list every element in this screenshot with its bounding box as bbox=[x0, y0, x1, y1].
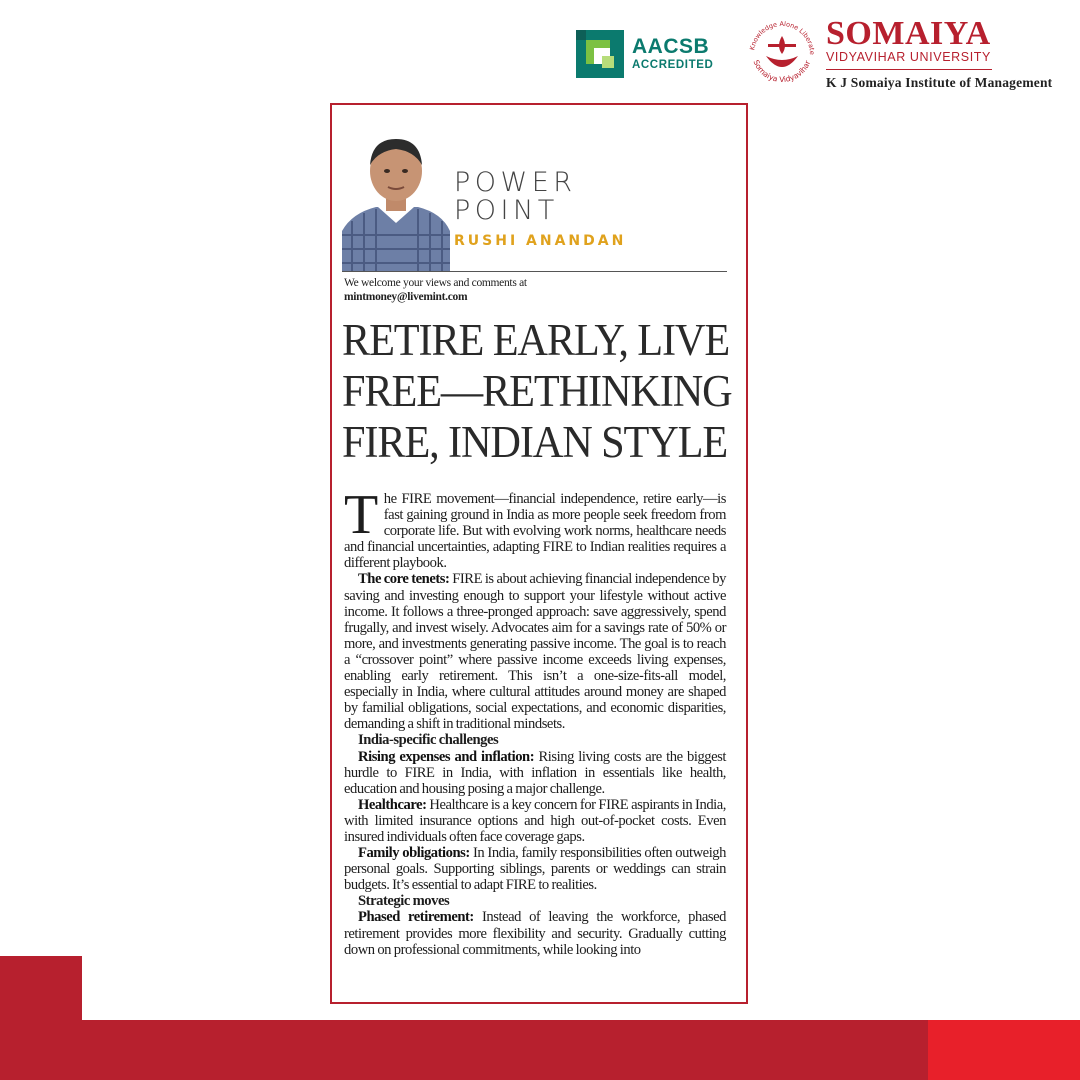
welcome-text: We welcome your views and comments at bbox=[344, 277, 527, 289]
paragraph-label: Healthcare: bbox=[358, 796, 427, 813]
paragraph-core-tenets bbox=[344, 571, 726, 732]
article-clipping bbox=[330, 103, 748, 1004]
university-divider bbox=[826, 69, 992, 70]
intro-paragraph bbox=[344, 484, 726, 572]
article-content bbox=[342, 105, 732, 1002]
paragraph-phased bbox=[344, 909, 726, 957]
paragraph-inflation bbox=[344, 749, 726, 797]
somaiya-seal-icon bbox=[744, 14, 820, 90]
decor-red-bar bbox=[82, 1020, 928, 1080]
article-body bbox=[344, 484, 726, 958]
university-name: SOMAIYA bbox=[826, 15, 991, 52]
author-photo bbox=[342, 131, 450, 271]
paragraph-text: In India, family responsibilities often outweigh personal goals. Supporting siblings, parents or weddings can strain budgets. It’s essential to adapt FIRE to realities. bbox=[344, 845, 726, 894]
svg-text:Somaiya Vidyavihar: Somaiya Vidyavihar bbox=[751, 58, 813, 85]
drop-cap: T bbox=[344, 484, 378, 546]
headline-line: RETIRE EARLY, LIVE bbox=[342, 315, 730, 365]
paragraph-text: Healthcare is a key concern for FIRE aspirants in India, with limited insurance options and high out-of-pocket costs. Even insured individuals often face coverage gaps. bbox=[344, 796, 726, 845]
contact-email: mintmoney@livemint.com bbox=[344, 291, 468, 303]
subheading: Strategic moves bbox=[358, 893, 450, 910]
aacsb-wordmark bbox=[632, 36, 713, 72]
decor-red-bar-accent bbox=[928, 1020, 1080, 1080]
column-title-line2: POINT bbox=[454, 195, 559, 226]
paragraph-text: Rising living costs are the biggest hurdle to FIRE in India, with inflation in essentials like health, education and housing posing a major challenge. bbox=[344, 748, 726, 797]
paragraph-text: Instead of leaving the workforce, phased retirement provides more flexibility and security. Gradually cutting down on professional commitments, while looking into bbox=[344, 909, 726, 958]
decor-red-square bbox=[0, 956, 82, 1080]
paragraph-label: The core tenets: bbox=[358, 571, 450, 588]
headline-line: FIRE, INDIAN STYLE bbox=[342, 417, 728, 467]
aacsb-logo bbox=[574, 28, 724, 80]
author-name: RUSHI ANANDAN bbox=[454, 233, 627, 249]
headline bbox=[342, 315, 732, 468]
aacsb-status: ACCREDITED bbox=[632, 59, 714, 71]
intro-text: he FIRE movement—financial independence, retire early—is fast gaining ground in India as more people seek freedom from corporate life. But with evolving work norms, healthcare needs and financial uncertainties, adapting FIRE to Indian realities requires a different playbook. bbox=[344, 491, 726, 572]
paragraph-healthcare bbox=[344, 797, 726, 845]
column-title bbox=[454, 169, 577, 225]
institute-name: K J Somaiya Institute of Management bbox=[826, 75, 1053, 90]
paragraph-text: FIRE is about achieving financial independence by saving and investing enough to support your lifestyle without active income. It follows a three-pronged approach: save aggressively, spend frugally, and invest wisely. Advocates aim for a savings rate of 50% or more, and investments generating passive income. The goal is to reach a “crossover point” where passive income exceeds living expenses, enabling early retirement. This isn’t a one-size-fits-all model, especially in India, where cultural attitudes around money are shaped by familial obligations, social expectations, and economic disparities, demanding a shift in traditional mindsets. bbox=[344, 571, 726, 733]
paragraph-family bbox=[344, 845, 726, 893]
paragraph-label: Family obligations: bbox=[358, 845, 470, 862]
paragraph-label: Rising expenses and inflation: bbox=[358, 748, 535, 765]
aacsb-mark-icon bbox=[576, 30, 624, 78]
column-title-line1: POWER bbox=[454, 167, 577, 198]
paragraph-label: Phased retirement: bbox=[358, 909, 474, 926]
subheading: India-specific challenges bbox=[358, 732, 499, 749]
headline-line: FREE—RETHINKING bbox=[342, 366, 732, 416]
university-subtitle: VIDYAVIHAR UNIVERSITY bbox=[826, 50, 991, 64]
header-rule bbox=[342, 271, 727, 272]
aacsb-name: AACSB bbox=[632, 35, 710, 58]
svg-text:Knowledge Alone Liberates: Knowledge Alone Liberate bbox=[748, 19, 817, 55]
